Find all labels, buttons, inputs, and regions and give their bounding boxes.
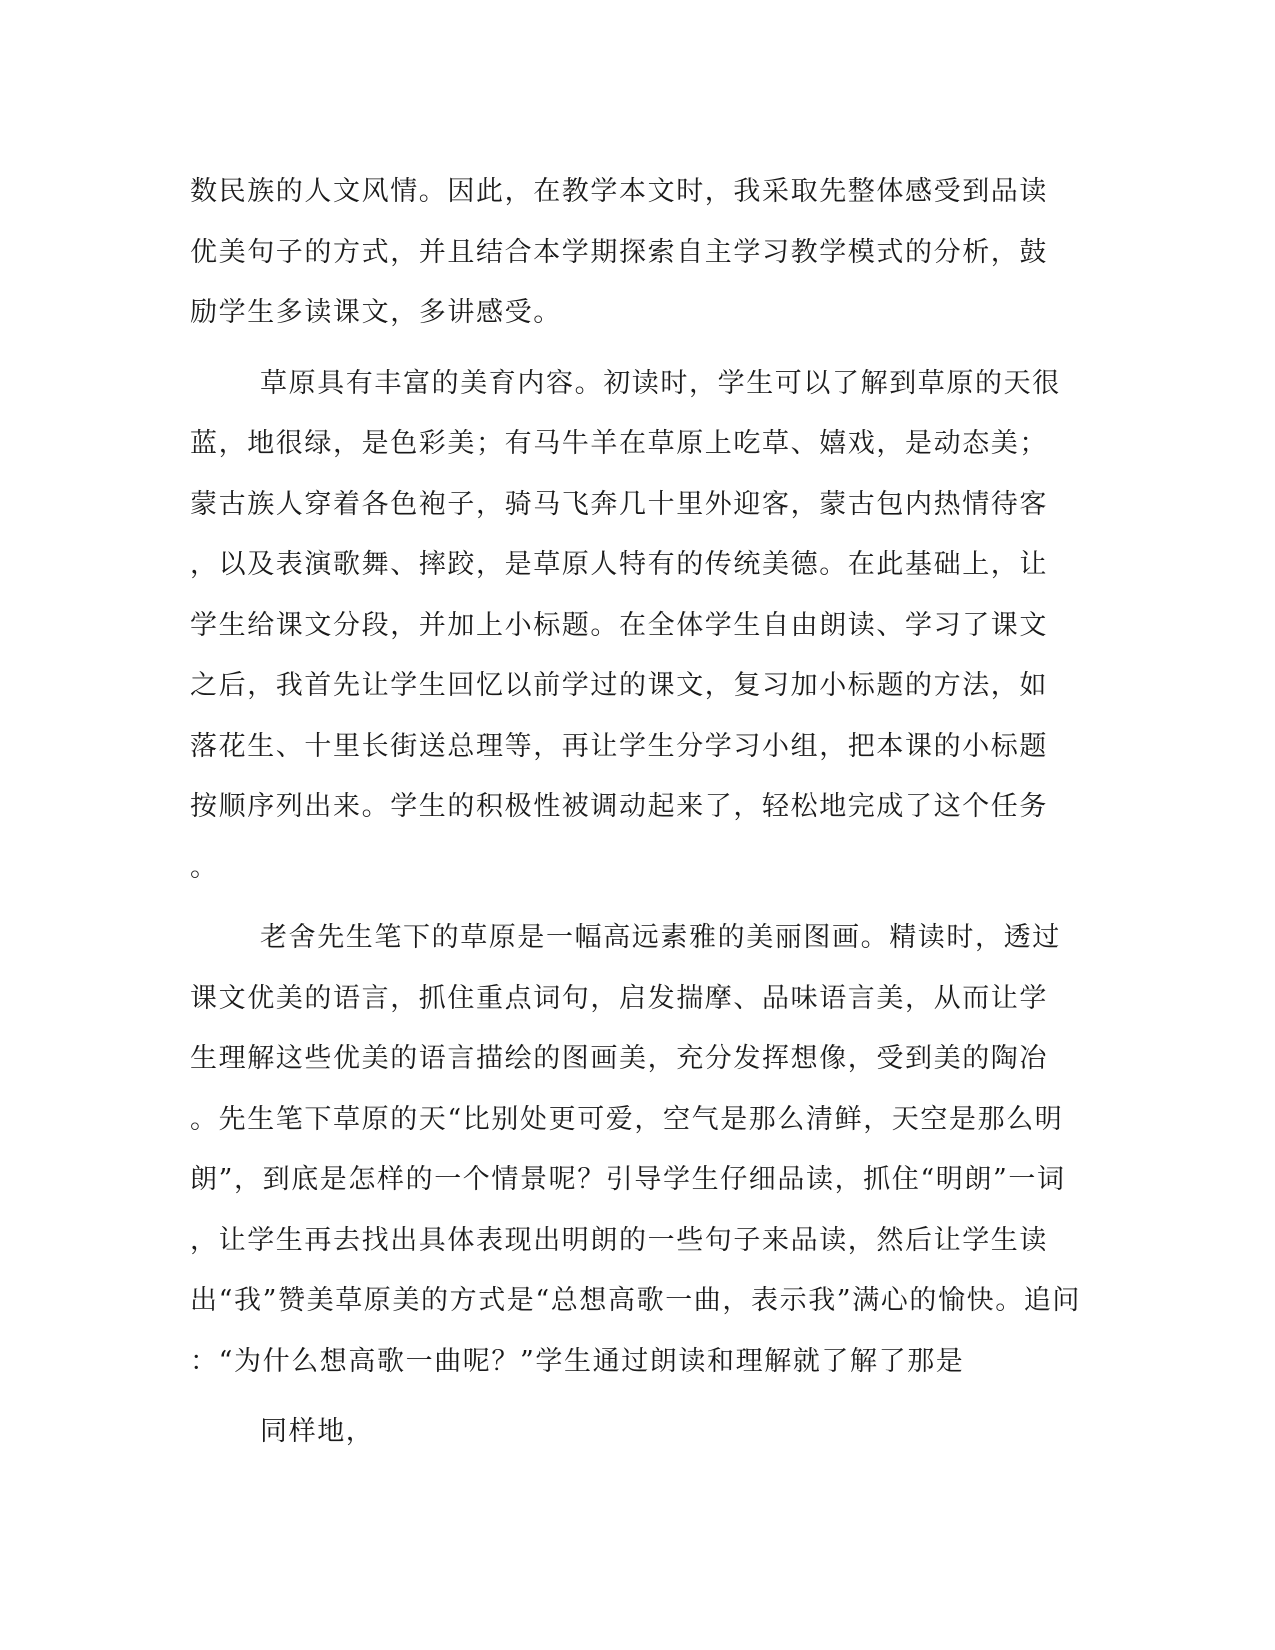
paragraph-gap <box>190 1392 1070 1402</box>
text-line: 学生给课文分段，并加上小标题。在全体学生自由朗读、学习了课文 <box>190 609 1048 641</box>
text-line: ，让学生再去找出具体表现出明朗的一些句子来品读，然后让学生读 <box>190 1224 1048 1256</box>
text-line: 励学生多读课文，多讲感受。 <box>190 297 562 328</box>
text-line: ：“为什么想高歌一曲呢？”学生通过朗读和理解就了解了那是 <box>190 1345 965 1377</box>
text-line: 课文优美的语言，抓住重点词句，启发揣摩、品味语言美，从而让学 <box>190 982 1048 1014</box>
text-line: 草原具有丰富的美育内容。初读时，学生可以了解到草原的天很 <box>260 367 1061 399</box>
text-line: 数民族的人文风情。因此，在教学本文时，我采取先整体感受到品读 <box>190 176 1048 207</box>
text-line: 生理解这些优美的语言描绘的图画美，充分发挥想像，受到美的陶冶 <box>190 1043 1048 1074</box>
paragraph-2 <box>190 354 1070 899</box>
text-line: 之后，我首先让学生回忆以前学过的课文，复习加小标题的方法，如 <box>190 670 1048 701</box>
text-line: 出“我”赞美草原美的方式是“总想高歌一曲，表示我”满心的愉快。追问 <box>190 1285 1082 1316</box>
text-line: 蒙古族人穿着各色袍子，骑马飞奔几十里外迎客，蒙古包内热情待客 <box>190 488 1048 520</box>
paragraph-gap <box>190 898 1070 908</box>
paragraph-3 <box>190 908 1082 1392</box>
text-line: 落花生、十里长街送总理等，再让学生分学习小组，把本课的小标题 <box>190 730 1048 762</box>
text-line: ，以及表演歌舞、摔跤，是草原人特有的传统美德。在此基础上，让 <box>190 549 1048 580</box>
text-line: 。 <box>190 851 219 883</box>
text-line: 优美句子的方式，并且结合本学期探索自主学习教学模式的分析，鼓 <box>190 236 1048 268</box>
paragraph-gap <box>190 344 1070 354</box>
text-line: 按顺序列出来。学生的积极性被调动起来了，轻松地完成了这个任务 <box>190 791 1048 822</box>
text-line: 同样地， <box>260 1416 375 1447</box>
document-body <box>190 162 1082 1463</box>
text-line: 蓝，地很绿，是色彩美；有马牛羊在草原上吃草、嬉戏，是动态美； <box>190 428 1048 459</box>
paragraph-1 <box>190 162 1070 344</box>
paragraph-4 <box>190 1402 1070 1463</box>
text-line: 。先生笔下草原的天“比别处更可爱，空气是那么清鲜，天空是那么明 <box>190 1103 1064 1135</box>
text-line: 老舍先生笔下的草原是一幅高远素雅的美丽图画。精读时，透过 <box>260 922 1061 953</box>
text-line: 朗”，到底是怎样的一个情景呢？引导学生仔细品读，抓住“明朗”一词 <box>190 1164 1066 1195</box>
